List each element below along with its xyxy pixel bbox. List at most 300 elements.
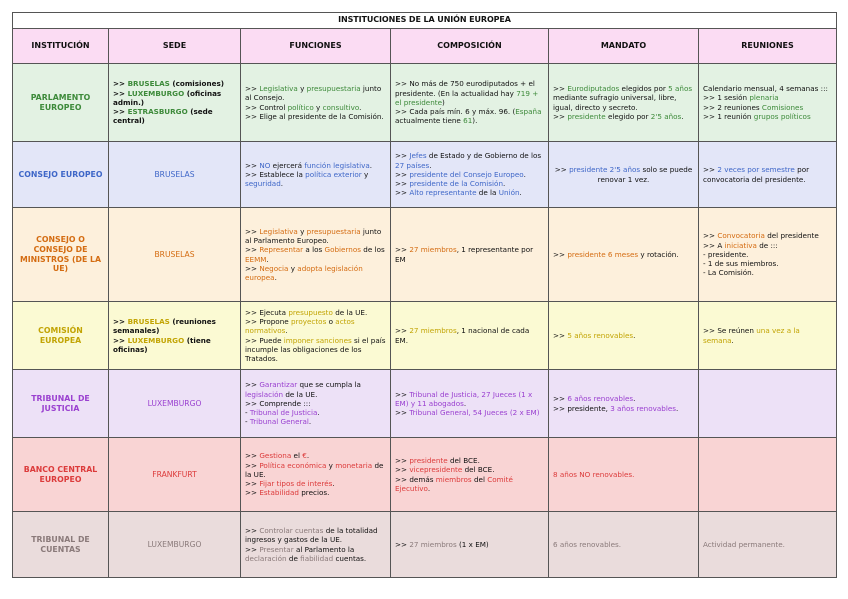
sede-text: >> <box>113 88 128 98</box>
composicion-text: . <box>463 398 467 408</box>
mandato-text: . <box>681 111 684 121</box>
funciones-text: y <box>313 102 323 112</box>
funciones-text: precios. <box>298 488 330 498</box>
funciones-text: legislación <box>245 389 284 399</box>
reuniones-line <box>703 250 832 259</box>
composicion-text: >> demás <box>395 474 436 484</box>
composicion-text: . <box>523 169 526 179</box>
composicion-text: España <box>515 107 542 117</box>
composicion-cell <box>391 438 549 512</box>
funciones-text: . <box>266 254 269 264</box>
sede-line <box>113 336 236 354</box>
funciones-text: Estabilidad <box>259 488 299 498</box>
funciones-text: >> Control <box>245 102 288 112</box>
reuniones-cell <box>699 208 837 302</box>
funciones-text: . <box>306 451 310 461</box>
funciones-text: € <box>302 451 307 461</box>
composicion-text: del BCE. <box>462 465 495 475</box>
funciones-text: Política económica <box>259 460 327 470</box>
funciones-text: de la UE. <box>283 389 318 399</box>
funciones-text: imponer sanciones <box>283 335 352 345</box>
composicion-line <box>395 465 544 474</box>
institution-cell: BANCO CENTRAL EUROPEO <box>13 438 109 512</box>
header-composicion: COMPOSICIÓN <box>391 29 549 64</box>
funciones-text: presupuestaria <box>306 226 361 236</box>
composicion-text: . <box>427 483 431 493</box>
reuniones-text: - presidente. <box>703 249 749 259</box>
funciones-text: fiabilidad <box>300 553 334 563</box>
composicion-text: presidente de la Comisión <box>409 179 503 189</box>
sede-text: (oficinas admin.) <box>113 88 222 107</box>
composicion-cell <box>391 302 549 370</box>
funciones-text: a los <box>303 245 325 255</box>
header-sede: SEDE <box>109 29 241 64</box>
table-row <box>13 370 837 438</box>
reuniones-text: - 1 de sus miembros. <box>703 259 779 269</box>
sede-line <box>113 79 236 88</box>
composicion-text: >> No más de 750 eurodiputados + el presidente. (En la actualidad hay <box>395 79 535 98</box>
reuniones-text: iniciativa <box>724 240 757 250</box>
composicion-line <box>395 245 544 263</box>
reuniones-line <box>703 103 832 112</box>
funciones-text: NO <box>259 160 271 170</box>
table-body <box>13 64 837 578</box>
funciones-line <box>245 526 386 544</box>
funciones-line <box>245 170 386 188</box>
mandato-cell <box>549 370 699 438</box>
mandato-text: . <box>633 330 636 340</box>
composicion-text: >> <box>395 408 410 418</box>
composicion-text: , 1 nacional de cada EM. <box>395 326 530 345</box>
composicion-line <box>395 151 544 169</box>
reuniones-text: >> 1 sesión <box>703 93 750 103</box>
reuniones-text: grupos políticos <box>753 111 811 121</box>
funciones-text: o <box>326 317 336 327</box>
reuniones-line <box>703 165 832 183</box>
composicion-line <box>395 107 544 125</box>
composicion-text: >> <box>395 456 410 466</box>
composicion-cell <box>391 370 549 438</box>
composicion-text: . <box>429 160 432 170</box>
mandato-text: elegido por <box>605 111 651 121</box>
funciones-text: y <box>297 84 307 94</box>
funciones-text: Garantizar <box>259 380 298 390</box>
reuniones-text: plenaria <box>749 93 779 103</box>
reuniones-line <box>703 112 832 121</box>
table-title: INSTITUCIONES DE LA UNIÓN EUROPEA <box>13 13 837 29</box>
composicion-line <box>395 79 544 107</box>
funciones-text: >> Elige al presidente de la Comisión. <box>245 111 384 121</box>
mandato-text: >> <box>553 394 568 404</box>
sede-cell: FRANKFURT <box>109 438 241 512</box>
composicion-text: >> Cada país mín. 6 y máx. 96. ( <box>395 107 516 117</box>
reuniones-line <box>703 540 832 549</box>
mandato-text: elegidos por <box>619 84 669 94</box>
funciones-text: Tribunal de Justicia <box>249 408 318 418</box>
funciones-text: >> <box>245 544 260 554</box>
funciones-text: Representar <box>259 245 304 255</box>
reuniones-cell <box>699 142 837 208</box>
composicion-cell <box>391 142 549 208</box>
mandato-text: presidente 6 meses <box>567 249 639 259</box>
funciones-text: seguridad <box>245 179 281 189</box>
composicion-text: >> <box>395 179 410 189</box>
mandato-text: >> <box>553 111 568 121</box>
sede-text: (comisiones) <box>169 79 225 89</box>
composicion-text: 61 <box>463 116 473 126</box>
funciones-text: >> Ejecuta <box>245 307 289 317</box>
composicion-text: actualmente tiene <box>395 116 464 126</box>
composicion-text: miembros <box>435 474 472 484</box>
funciones-line <box>245 245 386 263</box>
sede-text: (tiene oficinas) <box>113 335 211 354</box>
sede-line <box>113 107 236 125</box>
funciones-line <box>245 461 386 479</box>
funciones-text: junto al Parlamento Europeo. <box>245 226 382 246</box>
mandato-cell <box>549 208 699 302</box>
composicion-text: (1 x EM) <box>456 539 489 549</box>
institution-cell: TRIBUNAL DE JUSTICIA <box>13 370 109 438</box>
mandato-text: 2'5 años <box>650 111 682 121</box>
funciones-text: . <box>308 417 312 427</box>
composicion-text: , 1 representante por EM <box>395 245 534 264</box>
mandato-text: >> <box>554 165 570 175</box>
funciones-text: >> <box>245 460 260 470</box>
composicion-line <box>395 456 544 465</box>
sede-text: BRUSELAS <box>127 317 170 327</box>
funciones-cell <box>241 208 391 302</box>
sede-cell <box>109 64 241 142</box>
composicion-line <box>395 326 544 344</box>
sede-text: >> <box>113 107 128 117</box>
mandato-text: presidente 2'5 años <box>569 165 641 175</box>
composicion-text: >> <box>395 188 410 198</box>
funciones-text: >> Comprende ::: <box>245 398 311 408</box>
funciones-text: de la UE. <box>245 460 384 479</box>
sede-text: >> <box>113 335 128 345</box>
composicion-text: >> <box>395 169 410 179</box>
composicion-text: Comité Ejecutivo <box>395 474 513 493</box>
funciones-line <box>245 308 386 317</box>
reuniones-line <box>703 84 832 93</box>
composicion-text: Unión <box>498 188 520 198</box>
funciones-text: al Parlamento la <box>293 544 355 554</box>
funciones-text: político <box>287 102 314 112</box>
composicion-text: Tribunal de Justicia, 27 Jueces (1 x EM) y 11 abogados <box>395 389 533 408</box>
funciones-line <box>245 161 386 170</box>
funciones-text: >> <box>245 451 260 461</box>
composicion-cell <box>391 64 549 142</box>
funciones-line <box>245 408 386 417</box>
funciones-text: Controlar cuentas <box>259 526 324 536</box>
sede-cell: LUXEMBURGO <box>109 370 241 438</box>
sede-text: BRUSELAS <box>127 79 170 89</box>
composicion-text: presidente <box>409 456 448 466</box>
sede-cell <box>109 302 241 370</box>
funciones-text: . <box>317 408 320 418</box>
reuniones-cell <box>699 64 837 142</box>
funciones-text: Gobiernos <box>324 245 362 255</box>
sede-line <box>113 317 236 335</box>
mandato-line <box>553 112 694 121</box>
reuniones-cell <box>699 438 837 512</box>
funciones-text: Fijar tipos de interés <box>259 479 333 489</box>
composicion-text: 27 países <box>395 160 430 170</box>
funciones-text: actos normativos <box>245 317 355 336</box>
header-reuniones: REUNIONES <box>699 29 837 64</box>
header-funciones: FUNCIONES <box>241 29 391 64</box>
mandato-line <box>553 540 694 549</box>
funciones-text: . <box>274 272 277 282</box>
reuniones-text: >> <box>703 231 718 241</box>
funciones-text: y <box>288 263 298 273</box>
funciones-line <box>245 399 386 408</box>
sede-text: ESTRASBURGO <box>127 107 188 117</box>
sede-text: LUXEMBURGO <box>127 335 185 345</box>
mandato-text: solo se puede renovar 1 vez. <box>597 165 693 184</box>
funciones-text: función legislativa <box>304 160 370 170</box>
mandato-text: . <box>676 403 679 413</box>
funciones-text: que se cumpla la <box>297 380 361 390</box>
mandato-text: >> <box>553 84 568 94</box>
funciones-text: ejercerá <box>270 160 305 170</box>
reuniones-text: >> 1 reunión <box>703 111 754 121</box>
mandato-line <box>553 250 694 259</box>
composicion-text: vicepresidente <box>409 465 463 475</box>
funciones-line <box>245 264 386 282</box>
reuniones-text: 2 veces por semestre <box>717 165 795 175</box>
reuniones-text: . <box>731 335 734 345</box>
mandato-line <box>553 165 694 183</box>
funciones-text: adopta legislación europea <box>245 263 363 282</box>
reuniones-text: Actividad permanente. <box>703 539 785 549</box>
reuniones-text: >> A <box>703 240 725 250</box>
composicion-line <box>395 408 544 417</box>
funciones-text: >> <box>245 226 260 236</box>
institution-cell: TRIBUNAL DE CUENTAS <box>13 512 109 578</box>
composicion-line <box>395 540 544 549</box>
funciones-cell <box>241 438 391 512</box>
funciones-line <box>245 380 386 398</box>
composicion-text: ) <box>442 97 445 107</box>
funciones-line <box>245 112 386 121</box>
composicion-text: Alto representante <box>409 188 477 198</box>
composicion-text: >> <box>395 326 410 336</box>
funciones-text: proyectos <box>290 317 327 327</box>
funciones-text: junto al Consejo. <box>245 84 382 103</box>
composicion-text: 27 miembros <box>409 539 457 549</box>
funciones-text: de la totalidad ingresos y gastos de la UE. <box>245 526 378 545</box>
funciones-text: monetaria <box>335 460 373 470</box>
funciones-line <box>245 317 386 335</box>
funciones-line <box>245 336 386 364</box>
mandato-line <box>553 84 694 112</box>
composicion-text: del <box>471 474 488 484</box>
mandato-cell <box>549 438 699 512</box>
reuniones-cell <box>699 512 837 578</box>
reuniones-line <box>703 93 832 102</box>
mandato-line <box>553 470 694 479</box>
funciones-line <box>245 479 386 488</box>
reuniones-line <box>703 268 832 277</box>
institution-cell: COMISIÓN EUROPEA <box>13 302 109 370</box>
sede-line <box>113 89 236 107</box>
mandato-cell <box>549 512 699 578</box>
reuniones-text: >> <box>703 165 718 175</box>
composicion-text: del BCE. <box>447 456 480 466</box>
mandato-line <box>553 404 694 413</box>
mandato-text: 3 años renovables <box>610 403 677 413</box>
funciones-text: Presentar <box>259 544 294 554</box>
header-row <box>13 29 837 64</box>
institutions-table <box>12 12 837 578</box>
funciones-text: >> <box>245 84 260 94</box>
funciones-text: >> <box>245 479 260 489</box>
sede-cell: BRUSELAS <box>109 142 241 208</box>
composicion-line <box>395 179 544 188</box>
institution-cell: CONSEJO O CONSEJO DE MINISTROS (DE LA UE) <box>13 208 109 302</box>
funciones-text: Legislativa <box>259 84 298 94</box>
funciones-text: Negocia <box>259 263 289 273</box>
mandato-text: mediante sufragio universal, libre, igual, directo y secreto. <box>553 93 677 112</box>
mandato-text: 6 años renovables <box>567 394 634 404</box>
composicion-text: Jefes <box>409 151 427 161</box>
institution-cell: PARLAMENTO EUROPEO <box>13 64 109 142</box>
composicion-text: presidente del Consejo Europeo <box>409 169 524 179</box>
composicion-text: >> <box>395 539 410 549</box>
funciones-text: . <box>332 479 335 489</box>
composicion-text: . <box>519 188 522 198</box>
composicion-text: 27 miembros <box>409 326 457 336</box>
reuniones-text: del presidente <box>764 231 819 241</box>
composicion-text: de la <box>476 188 499 198</box>
composicion-text: Tribunal General, 54 Jueces (2 x EM) <box>409 408 540 418</box>
funciones-text: Legislativa <box>259 226 298 236</box>
sede-text: LUXEMBURGO <box>127 88 185 98</box>
mandato-text: 8 años NO renovables. <box>553 469 635 479</box>
funciones-text: presupuesto <box>288 307 333 317</box>
funciones-text: si el país incumple las obligaciones de los Tratados. <box>245 335 386 363</box>
reuniones-line <box>703 231 832 240</box>
funciones-text: >> Propone <box>245 317 291 327</box>
funciones-text: >> <box>245 380 260 390</box>
composicion-text: >> <box>395 389 410 399</box>
funciones-text: >> Puede <box>245 335 284 345</box>
table-row <box>13 208 837 302</box>
sede-cell: LUXEMBURGO <box>109 512 241 578</box>
funciones-text: presupuestaria <box>306 84 361 94</box>
funciones-text: de <box>286 553 301 563</box>
funciones-text: Tribunal General <box>249 417 309 427</box>
funciones-text: EEMM <box>245 254 267 264</box>
sede-text: >> <box>113 79 128 89</box>
funciones-text: y <box>361 169 369 179</box>
mandato-text: Eurodiputados <box>567 84 620 94</box>
funciones-text: >> <box>245 488 260 498</box>
mandato-text: . <box>633 394 636 404</box>
funciones-line <box>245 103 386 112</box>
sede-text: >> <box>113 317 128 327</box>
funciones-text: cuentas. <box>333 553 367 563</box>
reuniones-text: una vez a la semana <box>703 326 800 345</box>
funciones-cell <box>241 302 391 370</box>
reuniones-line <box>703 259 832 268</box>
mandato-text: >> presidente, <box>553 403 611 413</box>
funciones-cell <box>241 512 391 578</box>
sede-text: (sede central) <box>113 107 213 126</box>
composicion-text: ). <box>472 116 478 126</box>
reuniones-text: - La Comisión. <box>703 268 754 278</box>
document-page <box>12 12 836 578</box>
funciones-text: y <box>326 460 336 470</box>
mandato-line <box>553 331 694 340</box>
mandato-text: 6 años renovables. <box>553 539 622 549</box>
composicion-cell <box>391 512 549 578</box>
funciones-text: - <box>245 408 250 418</box>
composicion-line <box>395 188 544 197</box>
composicion-text: . <box>503 179 506 189</box>
sede-text: (reuniones semanales) <box>113 317 216 336</box>
reuniones-text: Comisiones <box>761 102 804 112</box>
composicion-text: >> <box>395 151 410 161</box>
reuniones-text: de ::: <box>756 240 778 250</box>
reuniones-text: Convocatoria <box>717 231 765 241</box>
reuniones-cell <box>699 370 837 438</box>
mandato-text: >> <box>553 330 568 340</box>
funciones-text: >> <box>245 526 260 536</box>
reuniones-text: Calendario mensual, 4 semanas ::: <box>703 84 828 94</box>
mandato-text: y rotación. <box>638 249 679 259</box>
reuniones-cell <box>699 302 837 370</box>
mandato-cell <box>549 302 699 370</box>
funciones-text: y <box>297 226 307 236</box>
composicion-text: 27 miembros <box>409 245 457 255</box>
funciones-text: . <box>359 102 362 112</box>
table-row <box>13 438 837 512</box>
table-row <box>13 302 837 370</box>
composicion-cell <box>391 208 549 302</box>
table-row <box>13 512 837 578</box>
funciones-text: Gestiona <box>259 451 292 461</box>
composicion-text: >> <box>395 465 410 475</box>
sede-cell: BRUSELAS <box>109 208 241 302</box>
funciones-cell <box>241 142 391 208</box>
funciones-text: consultivo <box>322 102 360 112</box>
reuniones-text: por convocatoria del presidente. <box>703 165 810 184</box>
funciones-text: de la UE. <box>332 307 368 317</box>
funciones-text: >> <box>245 263 260 273</box>
header-mandato: MANDATO <box>549 29 699 64</box>
table-row <box>13 142 837 208</box>
funciones-line <box>245 227 386 245</box>
reuniones-line <box>703 326 832 344</box>
composicion-line <box>395 475 544 493</box>
funciones-text: >> <box>245 245 260 255</box>
composicion-text: 719 + el presidente <box>395 88 539 107</box>
funciones-line <box>245 545 386 563</box>
reuniones-line <box>703 241 832 250</box>
funciones-cell <box>241 64 391 142</box>
reuniones-text: >> Se reúnen <box>703 326 757 336</box>
funciones-line <box>245 84 386 102</box>
funciones-text: >> Establece la <box>245 169 306 179</box>
funciones-text: de los <box>361 245 385 255</box>
funciones-line <box>245 417 386 426</box>
mandato-text: 5 años <box>668 84 693 94</box>
funciones-text: política exterior <box>305 169 362 179</box>
funciones-text: >> <box>245 160 260 170</box>
funciones-text: . <box>280 179 284 189</box>
